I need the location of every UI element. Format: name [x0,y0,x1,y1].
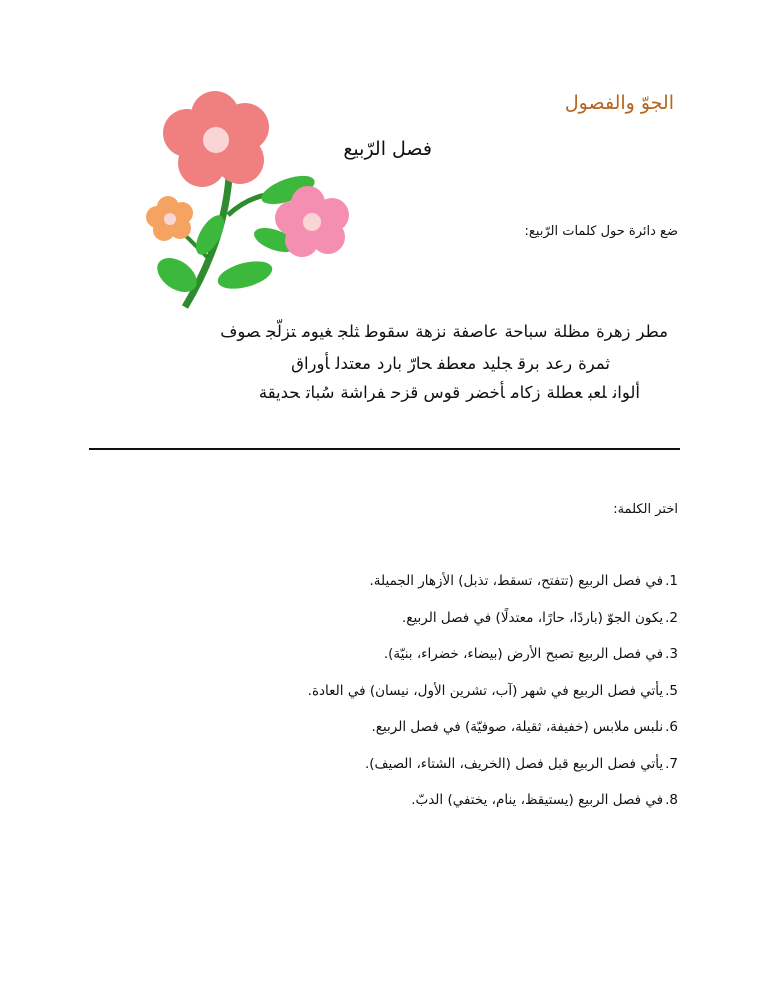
word-item: لعب [588,383,607,402]
word-row-3 [90,383,640,402]
question-text: في فصل الربيع (تتفتح، تسقط، تذبل) الأزهار الجميلة. [369,573,664,589]
word-item: مظلة [553,322,591,341]
word-item: سباحة [504,322,548,341]
question-item [78,716,678,753]
instruction-choose-word: اختر الكلمة: [613,502,678,517]
word-item: سُبات [305,383,335,402]
word-item: سقوط [365,322,410,341]
question-list [78,570,678,826]
word-item: تزلّج [266,322,296,341]
question-item [78,789,678,826]
lesson-title: فصل الرّبيع [343,138,432,160]
word-item: ثلج [338,322,360,341]
word-item: فراشة [340,383,386,402]
instruction-circle-words: ضع دائرة حول كلمات الرّبيع: [524,224,678,239]
question-item [78,607,678,644]
word-item: زهرة [596,322,631,341]
spring-flower-icon [140,85,360,310]
question-text: يأتي فصل الربيع قبل فصل (الخريف، الشتاء، الصيف). [364,755,664,772]
question-item [78,570,678,607]
question-item [78,753,678,790]
question-number: 1. [665,573,678,589]
word-item: بارد [376,354,402,373]
word-item: نزهة [415,322,447,341]
question-number: 5. [665,682,678,699]
question-number: 8. [665,792,678,808]
question-number: 3. [665,646,678,662]
word-item: حديقة [258,383,300,402]
word-item: ألوان [612,383,640,402]
question-item [78,680,678,717]
word-item: غيوم [301,322,333,341]
divider-line [89,448,680,450]
word-item: برق [518,354,540,373]
word-item: معتدل [335,354,371,373]
word-item: عطلة [546,383,583,402]
question-item [78,643,678,680]
word-item: أوراق [291,354,330,373]
topic-title: الجوّ والفصول [564,92,674,114]
word-item: معطف [437,354,477,373]
word-item: أخضر [466,383,505,402]
word-item: ثمرة [578,354,610,373]
word-row-2 [90,354,610,373]
word-item: حارّ [407,354,432,373]
word-item: رعد [545,354,573,373]
question-text: في فصل الربيع تصبح الأرض (بيضاء، خضراء، بنيّة). [383,646,664,662]
word-item: صوف [220,322,261,341]
question-number: 7. [665,755,678,772]
word-item: عاصفة [452,322,499,341]
question-text: في فصل الربيع (يستيقظ، ينام، يختفي) الدبّ. [411,792,664,808]
question-number: 2. [665,609,678,626]
word-item: مطر [636,322,668,341]
question-number: 6. [665,719,678,735]
word-row-1 [88,322,668,341]
word-item: جليد [482,354,513,373]
question-text: يأتي فصل الربيع في شهر (آب، تشرين الأول، نيسان) في العادة. [307,682,664,699]
question-text: نلبس ملابس (خفيفة، ثقيلة، صوفيّة) في فصل الربيع. [371,719,664,735]
question-text: يكون الجوّ (باردًا، حارًا، معتدلًا) في فصل الربيع. [401,609,664,626]
word-item: قوس قزح [391,383,461,402]
word-item: زكام [510,383,541,402]
